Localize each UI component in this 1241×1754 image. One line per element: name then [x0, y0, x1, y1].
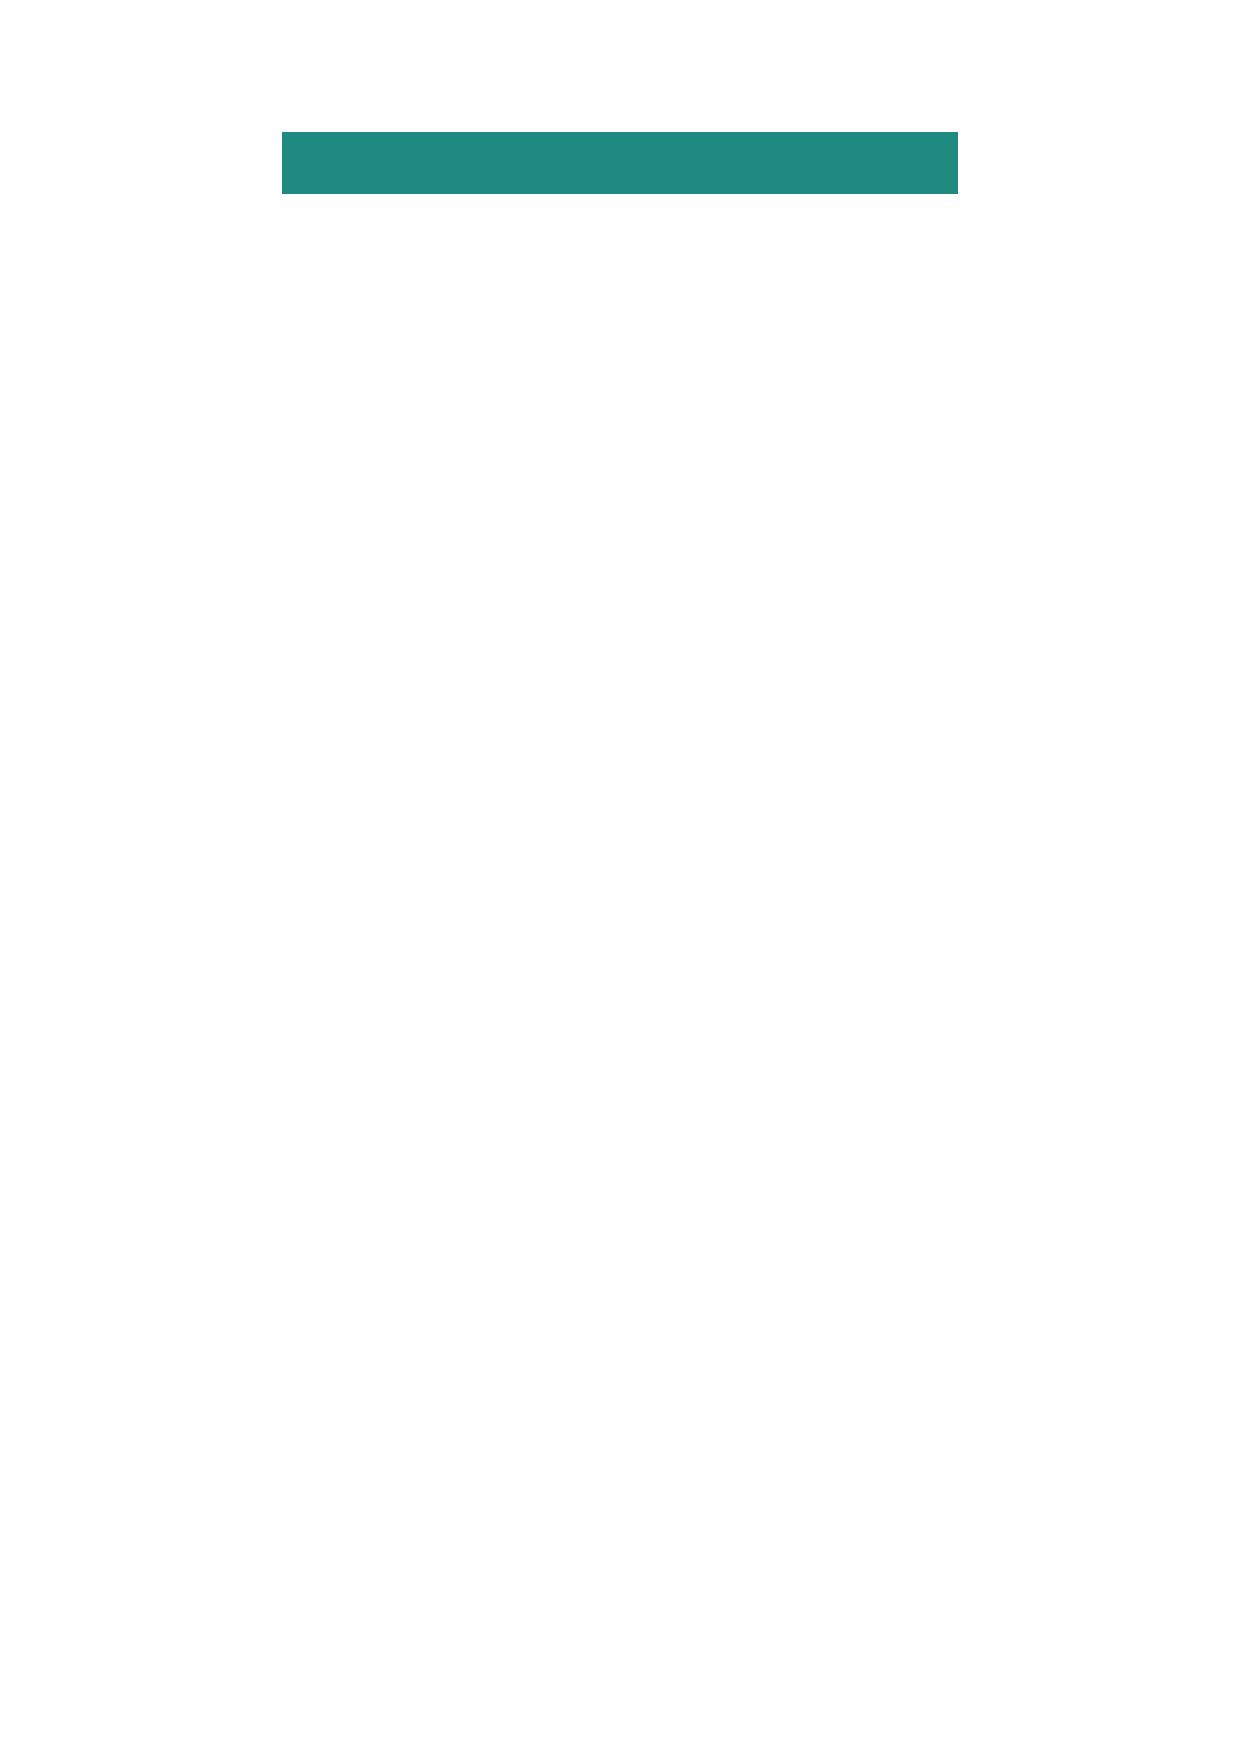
page-title — [282, 132, 958, 194]
